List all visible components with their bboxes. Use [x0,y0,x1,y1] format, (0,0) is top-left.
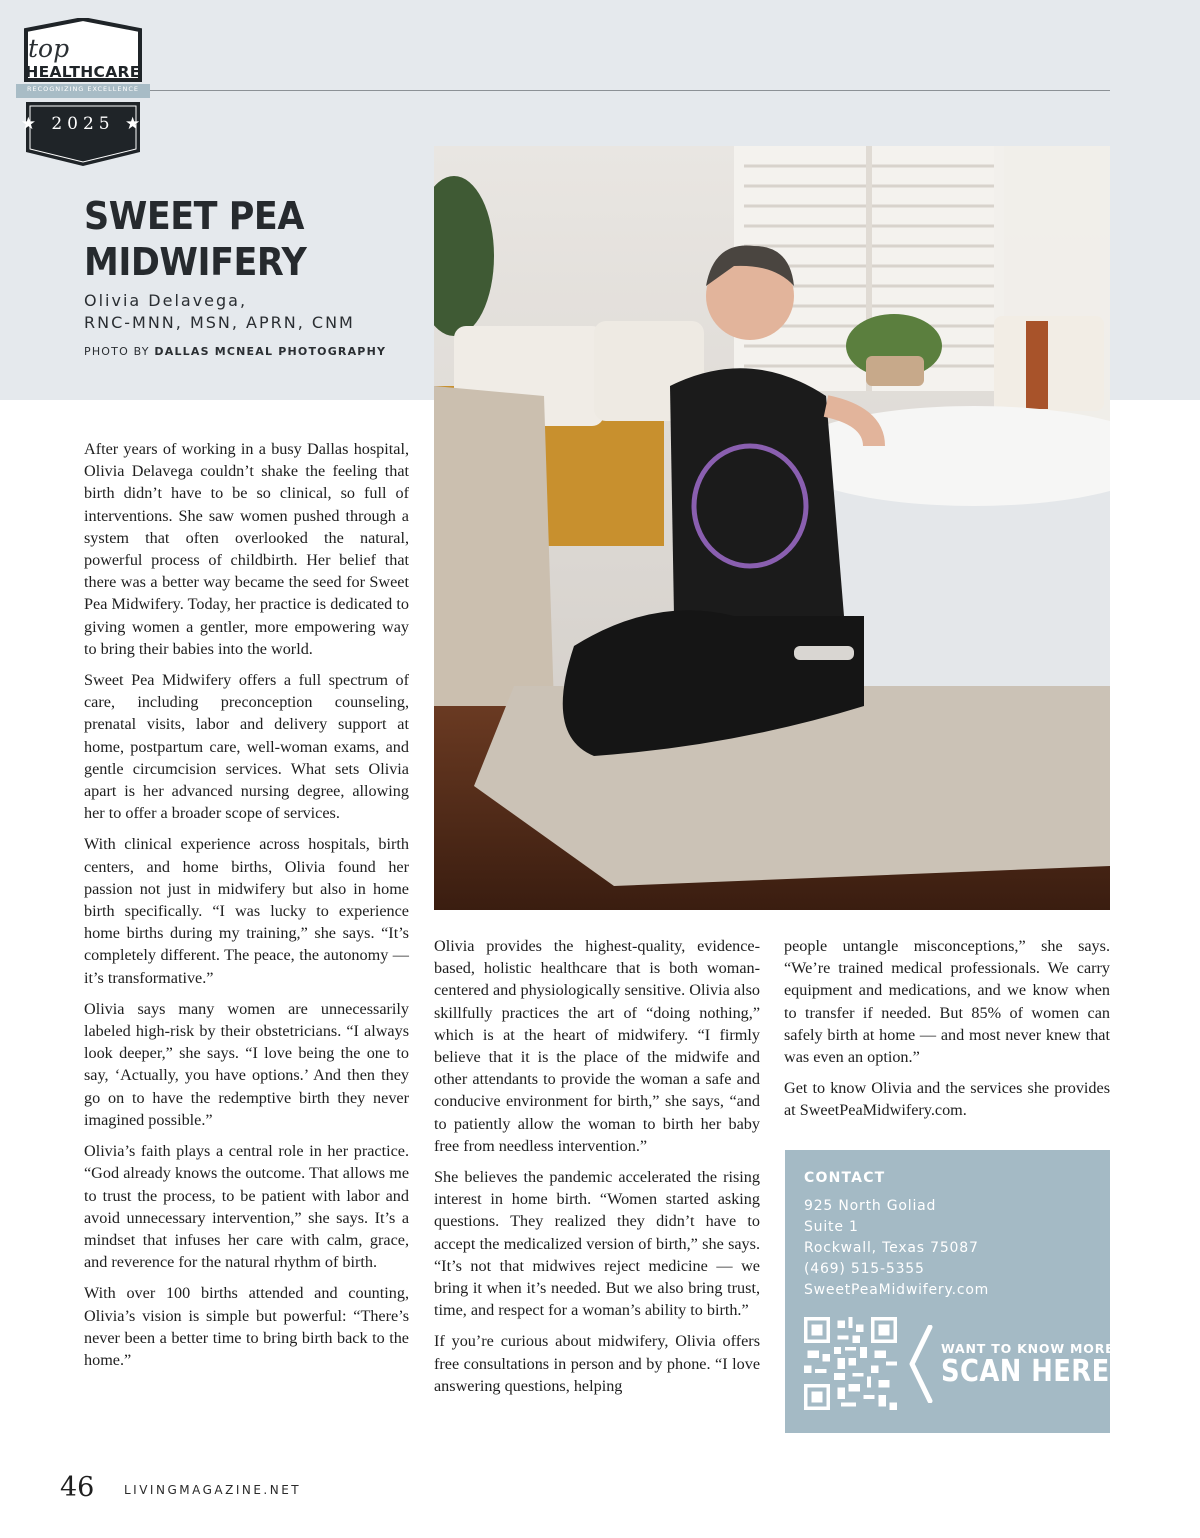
paragraph: After years of working in a busy Dallas hospital, Olivia Delavega couldn’t shake the feeling that birth didn’t have to be so clinical, so full of interventions. She saw women pushed through a system that often overlooked the natural, powerful process of childbirth. Her belief that there was a better way became the seed for Sweet Pea Midwifery. Today, her practice is dedicated to giving women a gentler, more empowering way to bring their babies into the world. [84,440,409,658]
paragraph: Sweet Pea Midwifery offers a full spectrum of care, including preconception counseling, prenatal visits, labor and delivery support at home, postpartum care, well-woman exams, and gentle circumcision services. What sets Olivia apart is her advanced nursing degree, allowing her to offer a broader scope of services. [84,671,409,823]
subject-name: Olivia Delavega, [84,291,248,310]
article-column-1 [84,438,409,1380]
chevron-left-icon [908,1325,934,1403]
portrait-photo [434,146,1110,910]
contact-address-city: Rockwall, Texas 75087 [804,1240,979,1256]
cta-small-text: WANT TO KNOW MORE? [941,1341,1123,1356]
paragraph: Olivia provides the highest-quality, evidence-based, holistic healthcare that is both woman-centered and physiologically sensitive. Olivia also skillfully practices the art of “doing nothing,” which is at the heart of midwifery. “I firmly believe that it is the place of the midwife and other attendants to provide the woman a safe and conducive environment for birth,” she says, “and to patiently allow the woman to birth her baby free from needless intervention.” [434,937,760,1155]
badge-category: HEALTHCARE [25,63,141,81]
contact-details [804,1196,989,1301]
subject-name-credentials [84,290,355,334]
photo-credit [84,345,386,358]
contact-box [785,1150,1123,1433]
photo-credit-prefix: PHOTO BY [84,345,150,358]
article-title [84,193,306,285]
qr-code-icon[interactable] [804,1317,897,1410]
subject-credentials: RNC-MNN, MSN, APRN, CNM [84,313,355,332]
paragraph: Olivia’s faith plays a central role in her practice. “God already knows the outcome. That allows me to trust the process, to be patient with labor and avoid unnecessary intervention,” she says. It’s a mindset that infuses her care with calm, grace, and reverence for the natural rhythm of birth. [84,1142,409,1272]
paragraph: With clinical experience across hospitals, birth centers, and home births, Olivia found her passion not just in midwifery but also in home birth specifically. “I was lucky to experience home births during my training,” she says. “It’s completely different. The peace, the autonomy — it’s transformative.” [84,835,409,987]
contact-website-link[interactable]: SweetPeaMidwifery.com [804,1282,990,1298]
contact-phone[interactable]: (469) 515-5355 [804,1261,925,1277]
cta-scan-here: SCAN HERE! [941,1354,1122,1389]
paragraph: If you’re curious about midwifery, Olivia offers free consultations in person and by phone. “I love answering questions, helping [434,1332,760,1395]
paragraph: With over 100 births attended and counting, Olivia’s vision is simple but powerful: “There’s never been a better time to bring birth back to the home.” [84,1284,409,1369]
site-url[interactable]: LIVINGMAGAZINE.NET [124,1483,302,1497]
paragraph: She believes the pandemic accelerated the rising interest in home birth. “Women started asking questions. They realized they didn’t have to accept the medicalized version of birth,” she says. “It’s not that midwives reject medicine — we bring it when it’s needed. But we also bring trust, time, and respect for a woman’s ability to birth.” [434,1168,760,1320]
article-column-2 [434,935,760,1406]
paragraph: people untangle misconceptions,” she says. “We’re trained medical professionals. We carry equipment and medications, and we know when to transfer if needed. But 85% of women can safely birth at home — and most never knew that was even an option.” [784,937,1110,1067]
badge-year: ★ 2025 ★ [20,114,146,134]
contact-heading: CONTACT [804,1170,886,1186]
contact-address-street: 925 North Goliad [804,1198,937,1214]
title-line-2: MIDWIFERY [84,240,307,284]
contact-address-suite: Suite 1 [804,1219,859,1235]
title-line-1: SWEET PEA [84,194,304,238]
article-column-3 [784,935,1110,1131]
page-number: 46 [60,1472,95,1503]
header-rule [150,90,1110,91]
top-healthcare-badge [16,18,150,168]
paragraph: Get to know Olivia and the services she provides at SweetPeaMidwifery.com. [784,1079,1110,1120]
paragraph: Olivia says many women are unnecessarily labeled high-risk by their obstetricians. “I always look deeper,” she says. “I love being the one to say, ‘Actually, you have options.’ And then they go on to have the redemptive birth they never imagined possible.” [84,999,409,1129]
badge-ribbon-text: RECOGNIZING EXCELLENCE [26,85,140,93]
badge-top-text: top [28,34,70,63]
photo-credit-name: DALLAS MCNEAL PHOTOGRAPHY [154,345,387,358]
